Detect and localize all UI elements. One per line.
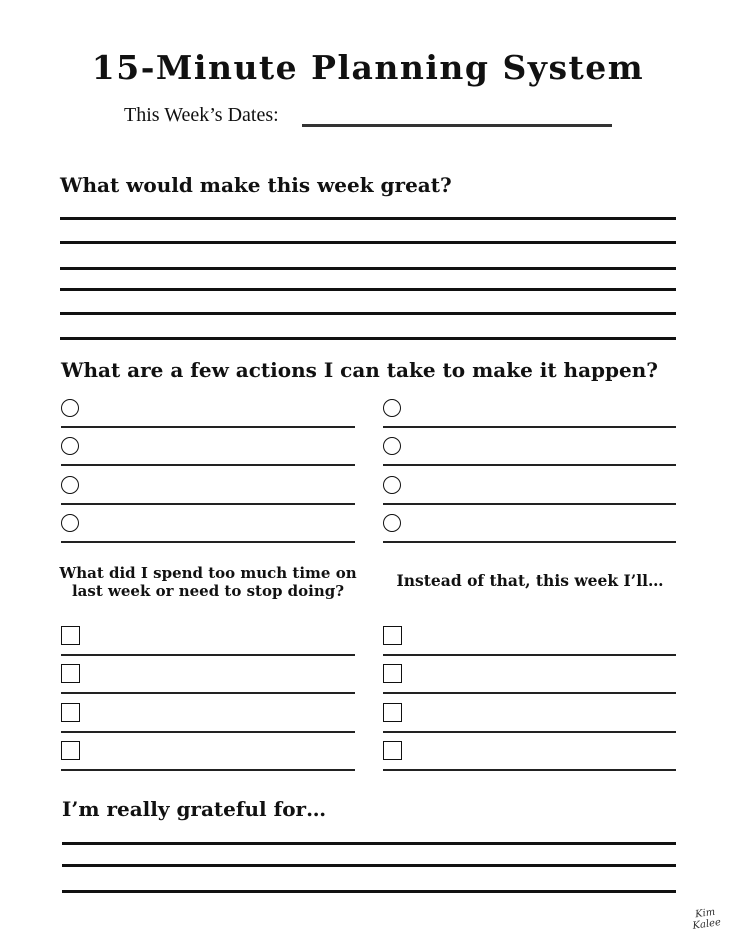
writing-line[interactable] bbox=[62, 842, 676, 845]
stop-line[interactable] bbox=[61, 654, 355, 656]
instead-checkbox[interactable] bbox=[383, 741, 402, 760]
stop-checkbox[interactable] bbox=[61, 664, 80, 683]
action-line[interactable] bbox=[61, 426, 355, 428]
action-line[interactable] bbox=[61, 541, 355, 543]
instead-line[interactable] bbox=[383, 654, 676, 656]
writing-line[interactable] bbox=[60, 312, 676, 315]
action-line[interactable] bbox=[61, 503, 355, 505]
stop-line[interactable] bbox=[61, 769, 355, 771]
action-circle-checkbox[interactable] bbox=[383, 399, 401, 417]
action-line[interactable] bbox=[383, 464, 676, 466]
instead-line[interactable] bbox=[383, 769, 676, 771]
stop-checkbox[interactable] bbox=[61, 741, 80, 760]
action-line[interactable] bbox=[383, 541, 676, 543]
stop-heading-line2: last week or need to stop doing? bbox=[71, 582, 345, 600]
stop-line[interactable] bbox=[61, 731, 355, 733]
action-circle-checkbox[interactable] bbox=[383, 514, 401, 532]
actions-heading: What are a few actions I can take to make it happen? bbox=[61, 358, 659, 382]
action-circle-checkbox[interactable] bbox=[61, 514, 79, 532]
brand-logo bbox=[685, 905, 728, 932]
writing-line[interactable] bbox=[62, 890, 676, 893]
action-circle-checkbox[interactable] bbox=[383, 437, 401, 455]
action-line[interactable] bbox=[383, 503, 676, 505]
instead-line[interactable] bbox=[383, 731, 676, 733]
instead-line[interactable] bbox=[383, 692, 676, 694]
stop-checkbox[interactable] bbox=[61, 626, 80, 645]
instead-checkbox[interactable] bbox=[383, 664, 402, 683]
great-heading: What would make this week great? bbox=[60, 173, 452, 197]
dates-label: This Week’s Dates: bbox=[124, 104, 279, 126]
writing-line[interactable] bbox=[60, 337, 676, 340]
action-line[interactable] bbox=[383, 426, 676, 428]
logo-line1: Kim bbox=[694, 906, 716, 921]
action-circle-checkbox[interactable] bbox=[61, 476, 79, 494]
stop-checkbox[interactable] bbox=[61, 703, 80, 722]
action-circle-checkbox[interactable] bbox=[383, 476, 401, 494]
instead-checkbox[interactable] bbox=[383, 703, 402, 722]
writing-line[interactable] bbox=[60, 288, 676, 291]
logo-line2: Kalee bbox=[691, 917, 722, 932]
page-title: 15-Minute Planning System bbox=[91, 48, 645, 87]
stop-heading-line1: What did I spend too much time on bbox=[59, 564, 357, 582]
action-circle-checkbox[interactable] bbox=[61, 399, 79, 417]
writing-line[interactable] bbox=[60, 267, 676, 270]
stop-heading bbox=[58, 564, 358, 600]
action-circle-checkbox[interactable] bbox=[61, 437, 79, 455]
dates-input-line[interactable] bbox=[302, 124, 612, 127]
writing-line[interactable] bbox=[60, 241, 676, 244]
stop-line[interactable] bbox=[61, 692, 355, 694]
action-line[interactable] bbox=[61, 464, 355, 466]
writing-line[interactable] bbox=[62, 864, 676, 867]
instead-heading: Instead of that, this week I’ll… bbox=[396, 571, 664, 590]
grateful-heading: I’m really grateful for… bbox=[62, 797, 327, 821]
writing-line[interactable] bbox=[60, 217, 676, 220]
instead-checkbox[interactable] bbox=[383, 626, 402, 645]
